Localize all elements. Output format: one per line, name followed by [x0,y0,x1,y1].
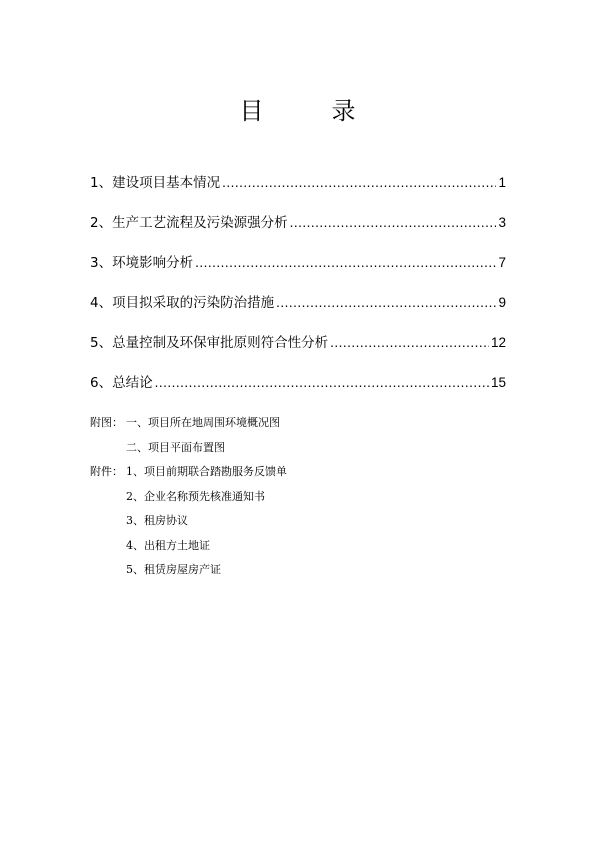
figures-heading: 附图： [90,416,123,429]
attachments-row [90,463,510,488]
toc-leader-dots [330,332,489,354]
attachments-row [90,537,510,562]
figure-item: 二、项目平面布置图 [126,440,225,454]
toc-entry-label: 1、建设项目基本情况 [90,175,221,191]
toc-leader-dots [195,252,496,274]
toc-entry-page: 15 [490,375,506,390]
toc-leader-dots [290,212,497,234]
toc-leader-dots [222,172,496,194]
attachments-row [90,512,510,537]
toc-entry-label: 3、环境影响分析 [90,255,194,271]
toc-entry-page: 7 [498,255,506,270]
toc-entry-page: 12 [490,335,506,350]
figures-row [90,439,510,464]
page-title: 目 录 [239,97,378,125]
appendix-list [90,414,510,586]
toc-entry[interactable] [90,372,506,412]
attachment-item: 4、出租方土地证 [126,538,210,552]
toc-entry[interactable] [90,252,506,292]
toc-entry-page: 9 [498,295,506,310]
attachment-item: 2、企业名称预先核准通知书 [126,489,265,503]
attachment-item: 5、租赁房屋房产证 [126,563,221,576]
figure-item: 一、项目所在地周围环境概况图 [126,416,280,429]
toc-entry[interactable] [90,212,506,252]
toc-entry[interactable] [90,172,506,212]
toc-leader-dots [276,292,496,314]
table-of-contents [90,172,506,412]
toc-entry-label: 6、总结论 [90,375,153,391]
attachment-item: 3、租房协议 [126,514,188,527]
attachments-row [90,561,510,586]
toc-leader-dots [155,372,489,394]
attachments-heading: 附件： [90,465,123,478]
figures-row [90,414,510,439]
toc-entry-page: 3 [498,215,506,230]
toc-entry-page: 1 [498,175,506,190]
toc-entry-label: 4、项目拟采取的污染防治措施 [90,295,275,311]
toc-entry[interactable] [90,332,506,372]
toc-entry[interactable] [90,292,506,332]
toc-entry-label: 2、生产工艺流程及污染源强分析 [90,215,288,231]
attachments-row [90,488,510,513]
toc-entry-label: 5、总量控制及环保审批原则符合性分析 [90,335,329,351]
attachment-item: 1、项目前期联合踏勘服务反馈单 [126,465,287,478]
